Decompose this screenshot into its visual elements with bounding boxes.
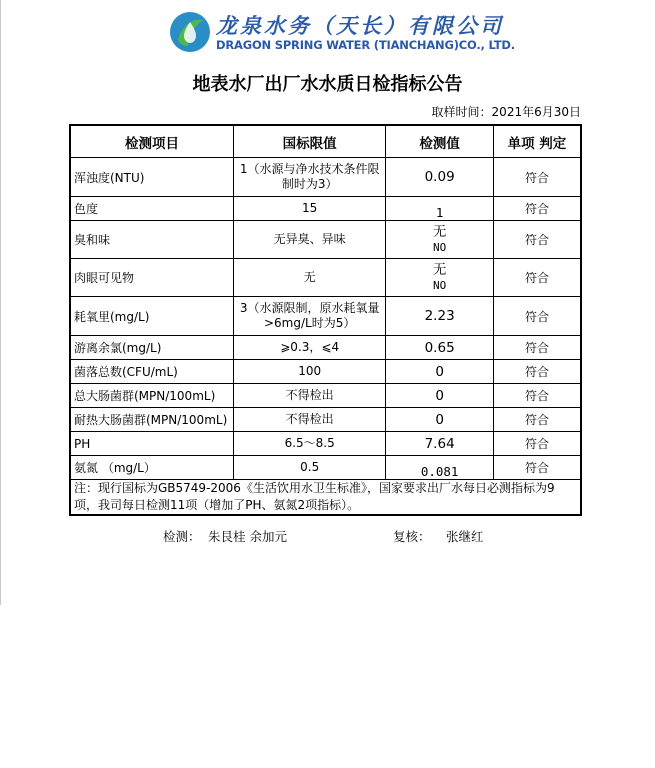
cell-verdict: 符合 — [493, 259, 581, 297]
cell-verdict: 符合 — [493, 221, 581, 259]
table-row — [70, 456, 581, 480]
cell-value — [386, 259, 494, 297]
cell-value: 7.64 — [386, 432, 494, 456]
table-row — [70, 360, 581, 384]
table-row — [70, 336, 581, 360]
header-limit: 国标限值 — [234, 125, 386, 158]
company-header — [168, 8, 515, 58]
table-row — [70, 408, 581, 432]
header-value: 检测值 — [386, 125, 494, 158]
cell-verdict: 符合 — [493, 197, 581, 221]
cell-limit: 0.5 — [234, 456, 386, 480]
cell-value — [386, 221, 494, 259]
header-verdict: 单项 判定 — [493, 125, 581, 158]
value-sub: NO — [433, 278, 447, 292]
cell-item: 菌落总数(CFU/mL) — [70, 360, 234, 384]
company-name-en: DRAGON SPRING WATER (TIANCHANG)CO., LTD. — [216, 38, 515, 52]
table-row — [70, 197, 581, 221]
cell-verdict: 符合 — [493, 158, 581, 197]
cell-value: 2.23 — [386, 297, 494, 336]
inspector-names: 朱艮桂 余加元 — [208, 529, 287, 544]
table-row — [70, 384, 581, 408]
value-sub: NO — [433, 240, 447, 254]
cell-value: 0.65 — [386, 336, 494, 360]
cell-verdict: 符合 — [493, 297, 581, 336]
cell-item: 氨氮 （mg/L） — [70, 456, 234, 480]
value-main: 无 — [432, 223, 447, 240]
cell-limit: 15 — [234, 197, 386, 221]
cell-verdict: 符合 — [493, 360, 581, 384]
cell-limit: 不得检出 — [234, 408, 386, 432]
table-row — [70, 221, 581, 259]
inspector-label: 检测： — [163, 529, 201, 544]
table-row — [70, 432, 581, 456]
table-note: 注：现行国标为GB5749-2006《生活饮用水卫生标准》，国家要求出厂水每日必测指标为9项，我司每日检测11项（增加了PH、氨氮2项指标）。 — [70, 480, 581, 516]
cell-item: 肉眼可见物 — [70, 259, 234, 297]
cell-item: 总大肠菌群(MPN/100mL) — [70, 384, 234, 408]
table-row — [70, 259, 581, 297]
cell-value: 1 — [386, 197, 494, 221]
cell-verdict: 符合 — [493, 408, 581, 432]
cell-limit: 不得检出 — [234, 384, 386, 408]
cell-value: 0 — [386, 384, 494, 408]
cell-limit: 6.5～8.5 — [234, 432, 386, 456]
table-header-row — [70, 125, 581, 158]
cell-item: PH — [70, 432, 234, 456]
value-main: 无 — [432, 261, 447, 278]
cell-limit: 1（水源与净水技术条件限制时为3） — [234, 158, 386, 197]
reviewer-label: 复核： — [393, 529, 431, 544]
cell-limit: ⩾0.3，⩽4 — [234, 336, 386, 360]
cell-limit: 无 — [234, 259, 386, 297]
cell-item: 耗氧里(mg/L) — [70, 297, 234, 336]
cell-item: 臭和味 — [70, 221, 234, 259]
company-name-cn: 龙泉水务（天长）有限公司 — [216, 14, 504, 38]
cell-verdict: 符合 — [493, 456, 581, 480]
water-quality-table — [69, 124, 582, 516]
header-item: 检测项目 — [70, 125, 234, 158]
table-row — [70, 297, 581, 336]
cell-value: 0.09 — [386, 158, 494, 197]
cell-verdict: 符合 — [493, 384, 581, 408]
water-drop-logo-icon — [168, 10, 212, 54]
table-row — [70, 158, 581, 197]
cell-item: 浑浊度(NTU) — [70, 158, 234, 197]
cell-value: 0 — [386, 360, 494, 384]
sample-time: 取样时间：2021年6月30日 — [431, 105, 581, 119]
page-title: 地表水厂出厂水水质日检指标公告 — [192, 74, 463, 95]
cell-value: 0.081 — [386, 456, 494, 480]
reviewer-name: 张继红 — [446, 529, 484, 544]
cell-limit: 3（水源限制，原水耗氧量>6mg/L时为5） — [234, 297, 386, 336]
cell-item: 色度 — [70, 197, 234, 221]
note-row — [70, 480, 581, 516]
cell-verdict: 符合 — [493, 336, 581, 360]
cell-limit: 无异臭、异味 — [234, 221, 386, 259]
cell-item: 游离余氯(mg/L) — [70, 336, 234, 360]
cell-value: 0 — [386, 408, 494, 432]
cell-limit: 100 — [234, 360, 386, 384]
cell-item: 耐热大肠菌群(MPN/100mL) — [70, 408, 234, 432]
cell-verdict: 符合 — [493, 432, 581, 456]
